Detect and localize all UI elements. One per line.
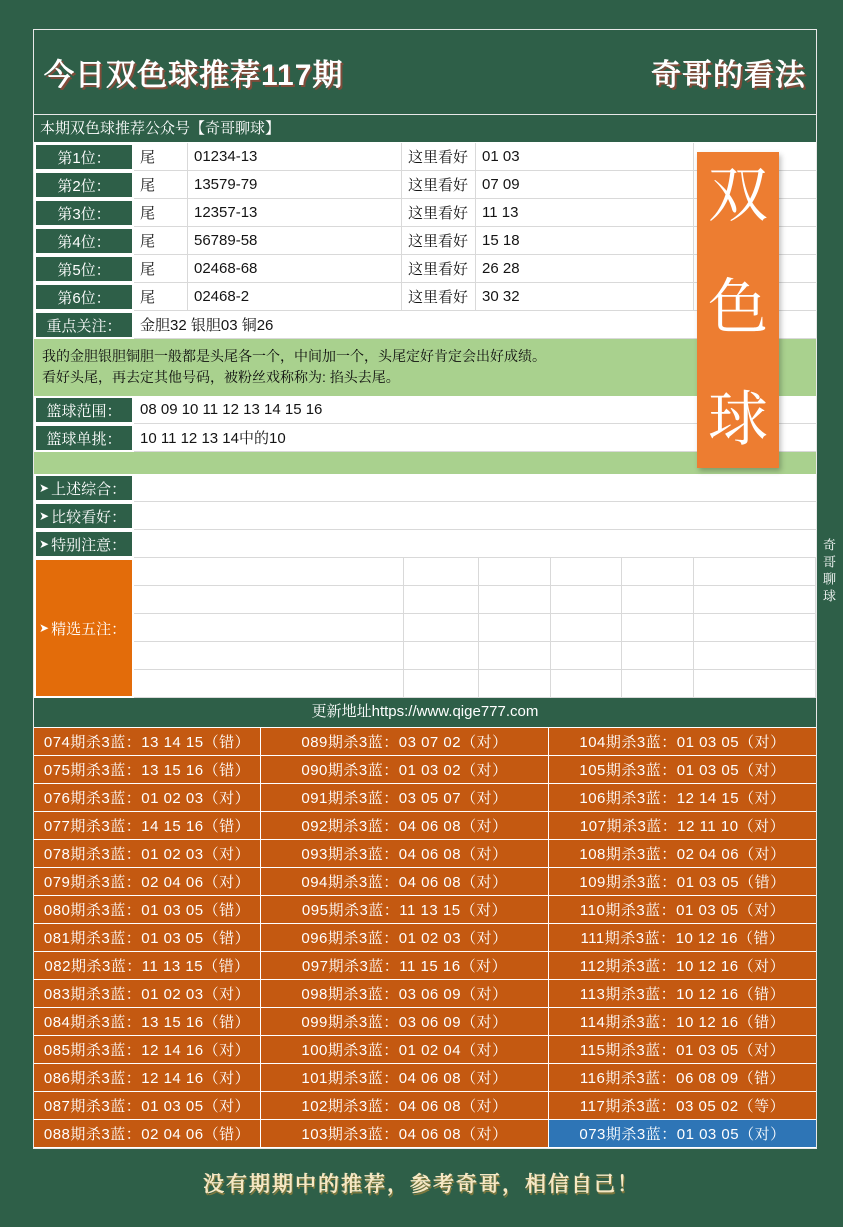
grid-cell (694, 670, 816, 698)
history-cell: 094期杀3蓝：04 06 08（对） (261, 868, 548, 896)
basketball-range-value: 08 09 10 11 12 13 14 15 16 (134, 396, 816, 424)
history-cell: 092期杀3蓝：04 06 08（对） (261, 812, 548, 840)
basketball-single-value: 10 11 12 13 14中的10 (134, 424, 816, 452)
history-cell: 115期杀3蓝：01 03 05（对） (549, 1036, 816, 1064)
history-cell: 084期杀3蓝：13 15 16（错） (34, 1008, 260, 1036)
grid-cell (551, 586, 622, 614)
history-column (260, 728, 548, 1148)
history-cell: 074期杀3蓝：13 14 15（错） (34, 728, 260, 756)
history-cell: 105期杀3蓝：01 03 05（对） (549, 756, 816, 784)
history-cell: 095期杀3蓝：11 13 15（对） (261, 896, 548, 924)
history-cell: 077期杀3蓝：14 15 16（错） (34, 812, 260, 840)
tail-cell: 尾 (134, 171, 188, 199)
grid-cell (134, 614, 404, 642)
position-label: 第1位： (34, 143, 134, 171)
picks-cell: 07 09 (476, 171, 694, 199)
summary-row (34, 530, 816, 558)
history-cell: 104期杀3蓝：01 03 05（对） (549, 728, 816, 756)
history-cell: 099期杀3蓝：03 06 09（对） (261, 1008, 548, 1036)
numbers-cell: 01234-13 (188, 143, 402, 171)
history-cell: 113期杀3蓝：10 12 16（错） (549, 980, 816, 1008)
history-cell: 088期杀3蓝：02 04 06（错） (34, 1120, 260, 1148)
position-label: 第6位： (34, 283, 134, 311)
tail-cell: 尾 (134, 255, 188, 283)
grid-cell (134, 642, 404, 670)
summary-label (34, 474, 134, 502)
picks-cell: 26 28 (476, 255, 694, 283)
history-cell: 085期杀3蓝：12 14 16（对） (34, 1036, 260, 1064)
grid-cell (404, 670, 479, 698)
grid-cell (134, 670, 404, 698)
grid-cell (622, 670, 694, 698)
basketball-single-label: 篮球单挑： (34, 424, 134, 452)
history-cell: 106期杀3蓝：12 14 15（对） (549, 784, 816, 812)
summary-row (34, 474, 816, 502)
tail-cell: 尾 (134, 143, 188, 171)
grid-cell (622, 586, 694, 614)
selection-label-text: 精选五注： (51, 620, 127, 638)
history-cell: 079期杀3蓝：02 04 06（对） (34, 868, 260, 896)
history-column (34, 728, 260, 1148)
grid-cell (134, 586, 404, 614)
numbers-cell: 02468-68 (188, 255, 402, 283)
numbers-cell: 56789-58 (188, 227, 402, 255)
history-cell: 086期杀3蓝：12 14 16（对） (34, 1064, 260, 1092)
basketball-range-label: 篮球范围： (34, 396, 134, 424)
summary-label (34, 530, 134, 558)
hint-cell: 这里看好 (402, 283, 476, 311)
banner-char: 色 (708, 274, 768, 341)
side-watermark: 奇哥聊球 (821, 538, 836, 606)
header (34, 30, 816, 115)
history-cell: 091期杀3蓝：03 05 07（对） (261, 784, 548, 812)
grid-cell (694, 558, 816, 586)
history-cell: 111期杀3蓝：10 12 16（错） (549, 924, 816, 952)
history-cell: 087期杀3蓝：01 03 05（对） (34, 1092, 260, 1120)
picks-cell: 01 03 (476, 143, 694, 171)
grid-cell (551, 642, 622, 670)
banner-char: 双 (708, 162, 768, 229)
grid-cell (551, 614, 622, 642)
grid-cell (404, 558, 479, 586)
history-cell: 110期杀3蓝：01 03 05（对） (549, 896, 816, 924)
grid-cell (479, 586, 551, 614)
grid-cell (551, 558, 622, 586)
history-cell: 117期杀3蓝：03 05 02（等） (549, 1092, 816, 1120)
side-banner (697, 152, 779, 468)
position-label: 第2位： (34, 171, 134, 199)
focus-label: 重点关注： (34, 311, 134, 339)
arrow-icon: ➤ (39, 621, 50, 635)
grid-cell (404, 614, 479, 642)
grid-cell (694, 642, 816, 670)
banner-char: 球 (708, 386, 768, 453)
summary-value-empty (134, 474, 816, 502)
history-cell: 096期杀3蓝：01 02 03（对） (261, 924, 548, 952)
grid-cell (479, 614, 551, 642)
grid-cell (479, 558, 551, 586)
numbers-cell: 13579-79 (188, 171, 402, 199)
summary-row (34, 502, 816, 530)
history-column (548, 728, 816, 1148)
history-cell: 080期杀3蓝：01 03 05（错） (34, 896, 260, 924)
history-cell: 075期杀3蓝：13 15 16（错） (34, 756, 260, 784)
history-cell: 082期杀3蓝：11 13 15（错） (34, 952, 260, 980)
picks-cell: 15 18 (476, 227, 694, 255)
history-cell: 109期杀3蓝：01 03 05（错） (549, 868, 816, 896)
position-label: 第5位： (34, 255, 134, 283)
grid-cell (479, 670, 551, 698)
update-url[interactable]: 更新地址https://www.qige777.com (311, 703, 539, 720)
hint-cell: 这里看好 (402, 171, 476, 199)
note-line: 我的金胆银胆铜胆一般都是头尾各一个，中间加一个，头尾定好肯定会出好成绩。 (42, 348, 546, 364)
summary-label-text: 上述综合： (51, 480, 127, 498)
grid-cell (479, 642, 551, 670)
hint-cell: 这里看好 (402, 199, 476, 227)
history-cell: 100期杀3蓝：01 02 04（对） (261, 1036, 548, 1064)
grid-cell (404, 642, 479, 670)
page-title: 今日双色球推荐117期 (44, 59, 344, 92)
grid-cell (551, 670, 622, 698)
history-cell: 076期杀3蓝：01 02 03（对） (34, 784, 260, 812)
history-cell: 093期杀3蓝：04 06 08（对） (261, 840, 548, 868)
tail-cell: 尾 (134, 199, 188, 227)
history-cell: 078期杀3蓝：01 02 03（对） (34, 840, 260, 868)
summary-label-text: 特别注意： (51, 536, 127, 554)
history-cell: 098期杀3蓝：03 06 09（对） (261, 980, 548, 1008)
history-cell: 089期杀3蓝：03 07 02（对） (261, 728, 548, 756)
history-cell: 116期杀3蓝：06 08 09（错） (549, 1064, 816, 1092)
selection-grid (134, 558, 816, 698)
history-cell: 114期杀3蓝：10 12 16（错） (549, 1008, 816, 1036)
grid-cell (622, 642, 694, 670)
footer-tagline: 没有期期中的推荐，参考奇哥，相信自己！ (203, 1173, 640, 1196)
history-cell: 083期杀3蓝：01 02 03（对） (34, 980, 260, 1008)
selection-block (34, 558, 816, 698)
tail-cell: 尾 (134, 227, 188, 255)
hint-cell: 这里看好 (402, 143, 476, 171)
tail-cell: 尾 (134, 283, 188, 311)
grid-cell (404, 586, 479, 614)
position-label: 第4位： (34, 227, 134, 255)
history-cell: 102期杀3蓝：04 06 08（对） (261, 1092, 548, 1120)
grid-cell (622, 614, 694, 642)
history-grid (34, 727, 816, 1148)
picks-cell: 11 13 (476, 199, 694, 227)
history-cell: 081期杀3蓝：01 03 05（错） (34, 924, 260, 952)
history-cell: 107期杀3蓝：12 11 10（对） (549, 812, 816, 840)
history-cell: 097期杀3蓝：11 15 16（对） (261, 952, 548, 980)
grid-cell (694, 586, 816, 614)
grid-cell (694, 614, 816, 642)
summary-value-empty (134, 530, 816, 558)
hint-cell: 这里看好 (402, 227, 476, 255)
history-cell: 108期杀3蓝：02 04 06（对） (549, 840, 816, 868)
selection-label (34, 558, 134, 698)
arrow-icon: ➤ (39, 481, 50, 495)
header-right-title: 奇哥的看法 (651, 59, 806, 92)
summary-label (34, 502, 134, 530)
update-bar (34, 698, 816, 727)
numbers-cell: 12357-13 (188, 199, 402, 227)
history-cell: 112期杀3蓝：10 12 16（对） (549, 952, 816, 980)
numbers-cell: 02468-2 (188, 283, 402, 311)
note-line: 看好头尾，再去定其他号码，被粉丝戏称称为: 掐头去尾。 (42, 369, 400, 385)
history-cell: 103期杀3蓝：04 06 08（对） (261, 1120, 548, 1148)
grid-cell (622, 558, 694, 586)
history-cell: 101期杀3蓝：04 06 08（对） (261, 1064, 548, 1092)
subtitle-bar: 本期双色球推荐公众号【奇哥聊球】 (34, 115, 816, 143)
position-label: 第3位： (34, 199, 134, 227)
picks-cell: 30 32 (476, 283, 694, 311)
focus-value: 金胆32 银胆03 铜26 (134, 311, 816, 339)
grid-cell (134, 558, 404, 586)
arrow-icon: ➤ (39, 537, 50, 551)
history-cell-highlighted: 073期杀3蓝：01 03 05（对） (549, 1120, 816, 1148)
summary-value-empty (134, 502, 816, 530)
hint-cell: 这里看好 (402, 255, 476, 283)
summary-label-text: 比较看好： (51, 508, 127, 526)
arrow-icon: ➤ (39, 509, 50, 523)
history-cell: 090期杀3蓝：01 03 02（对） (261, 756, 548, 784)
